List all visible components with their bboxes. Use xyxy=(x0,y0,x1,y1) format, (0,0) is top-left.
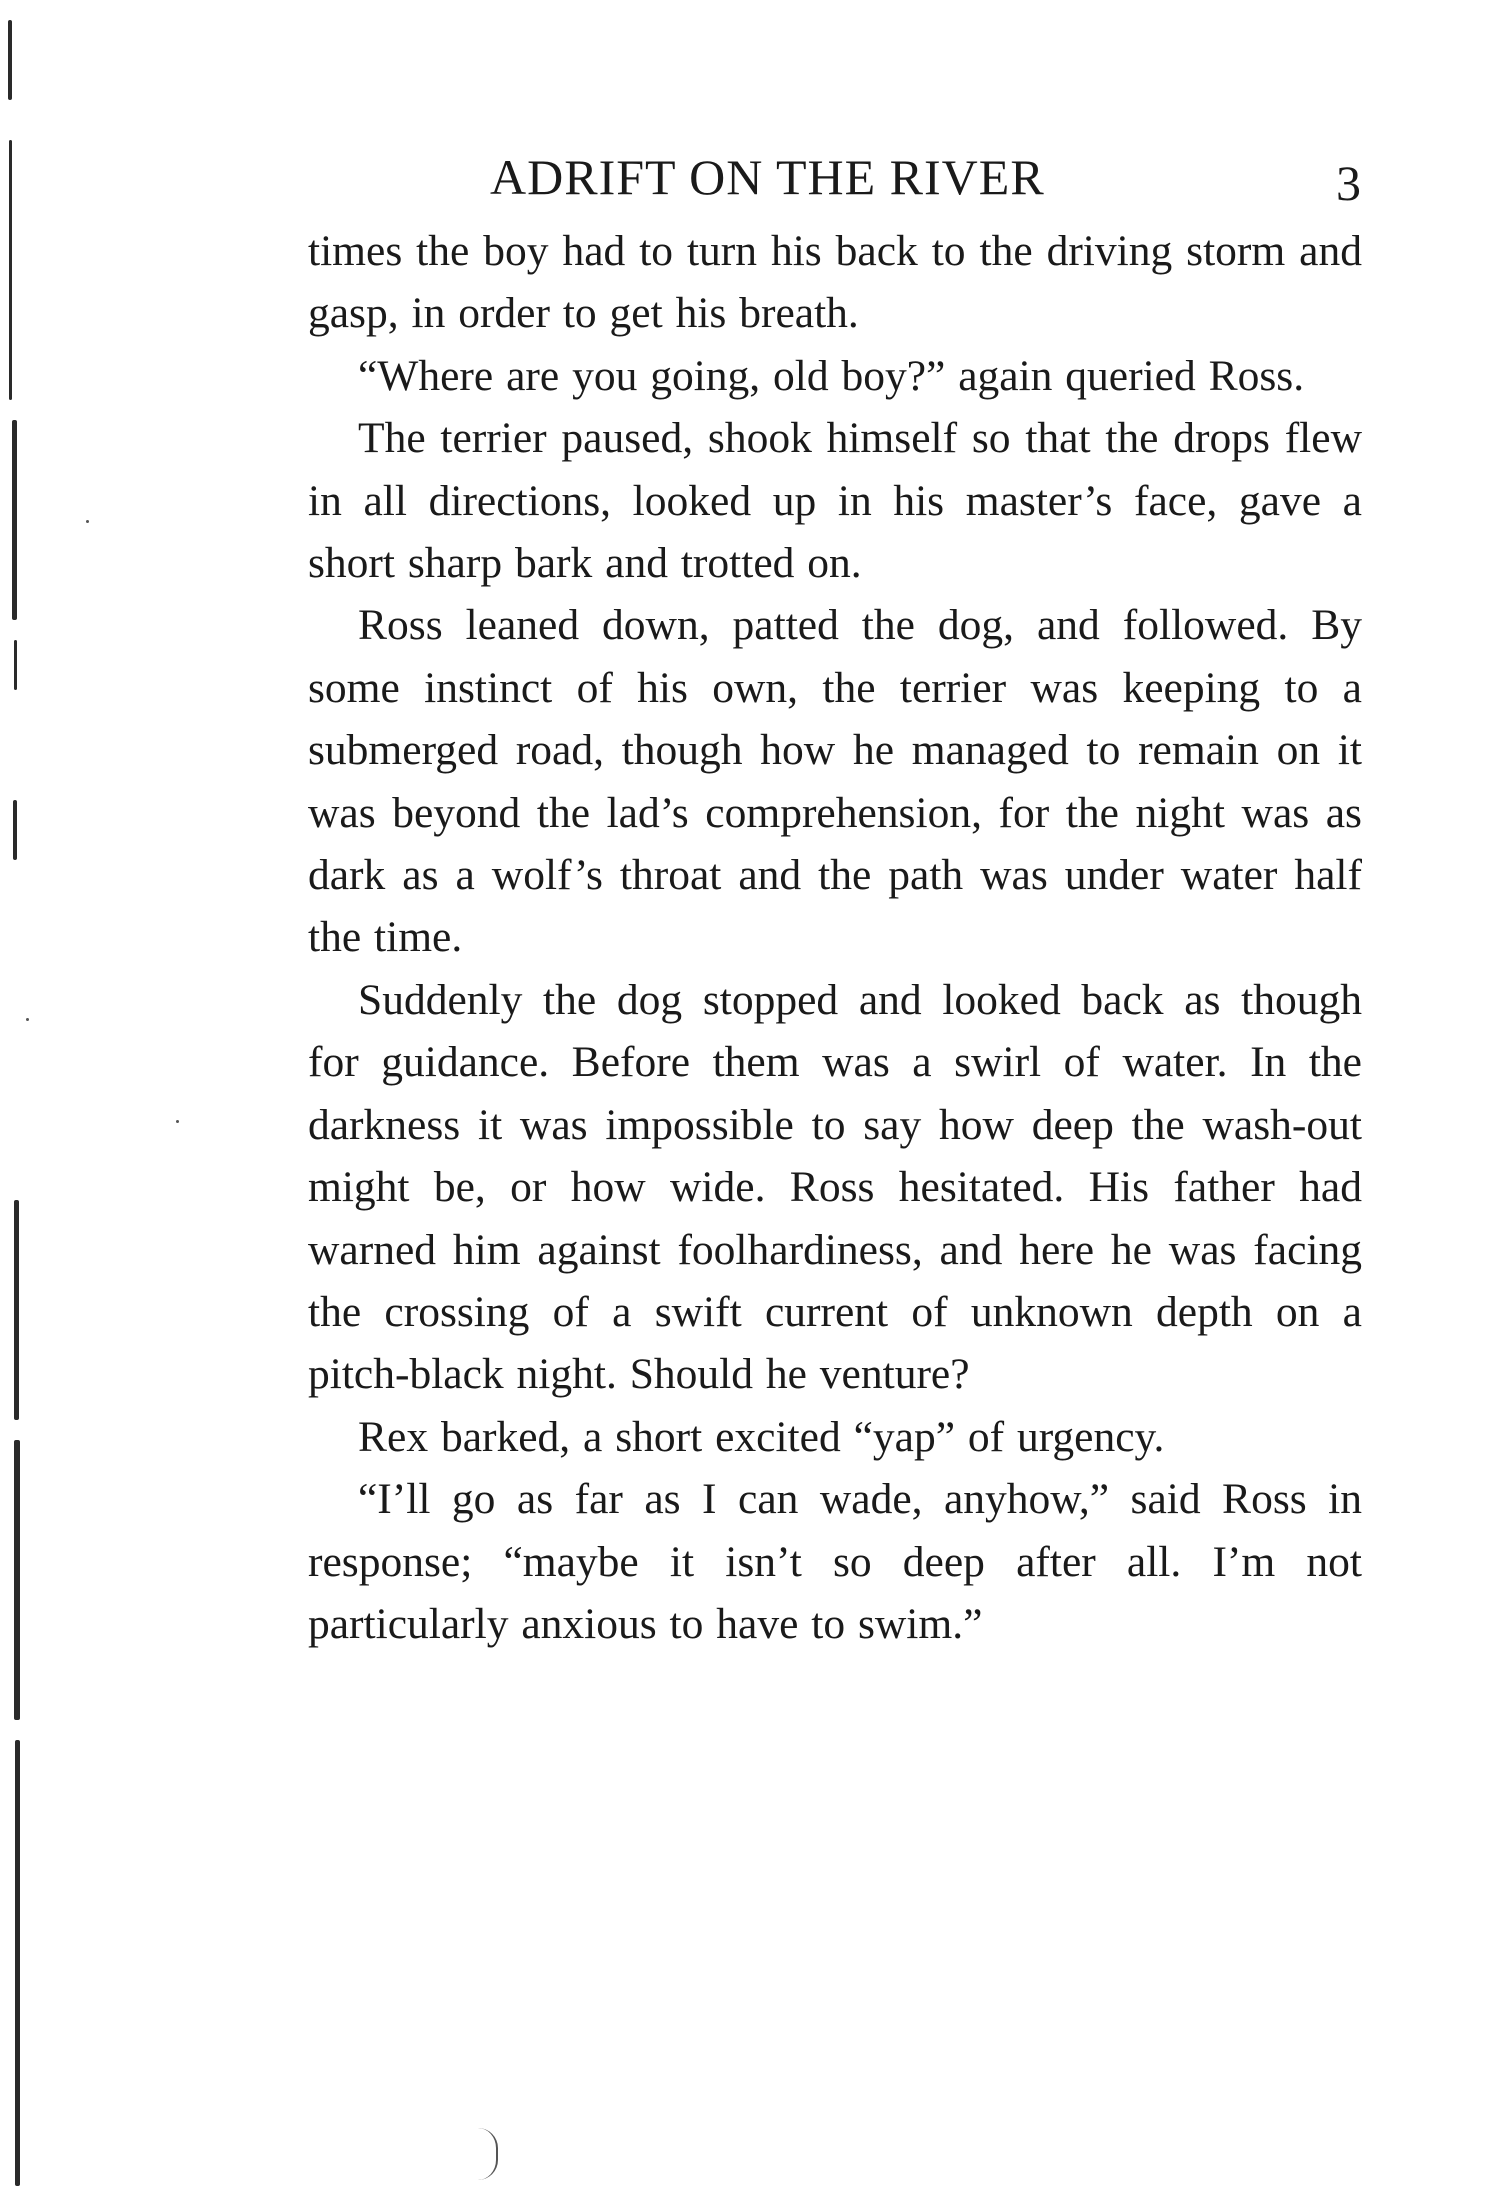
chapter-title-header: ADRIFT ON THE RIVER xyxy=(490,149,1045,205)
binding-gutter-shadow xyxy=(0,0,34,2186)
running-head xyxy=(308,140,1362,220)
paragraph: times the boy had to turn his back to the driving storm and gasp, in order to get his breath. xyxy=(308,227,1362,338)
body-text xyxy=(308,220,1362,1655)
book-page xyxy=(308,140,1362,1655)
paragraph: Ross leaned down, patted the dog, and followed. By some instinct of his own, the terrier was keeping to a submerged road, though how he managed to remain on it was beyond the lad’s comprehension, for the night was as dark as a wolf’s throat and the path was under water half the time. xyxy=(308,601,1362,962)
speck-mark xyxy=(26,1018,29,1021)
page-number: 3 xyxy=(1336,155,1362,211)
speck-mark xyxy=(86,520,89,523)
paragraph: “I’ll go as far as I can wade, anyhow,” said Ross in response; “maybe it isn’t so deep after all. I’m not particularly anxious to have to swim.” xyxy=(308,1475,1362,1648)
speck-mark xyxy=(176,1120,179,1123)
paragraph: Suddenly the dog stopped and looked back as though for guidance. Before them was a swirl of water. In the darkness it was impossible to say how deep the wash-out might be, or how wide. Ross hesitated. His father had warned him against foolhardiness, and here he was facing the crossing of a swift current of unknown depth on a pitch-black night. Should he venture? xyxy=(308,975,1362,1399)
paragraph: “Where are you going, old boy?” again queried Ross. xyxy=(358,351,1305,400)
page-curl-mark xyxy=(478,2128,498,2180)
paragraph: Rex barked, a short excited “yap” of urgency. xyxy=(358,1412,1165,1461)
paragraph: The terrier paused, shook himself so that the drops flew in all directions, looked up in his master’s face, gave a short sharp bark and trotted on. xyxy=(308,414,1362,588)
